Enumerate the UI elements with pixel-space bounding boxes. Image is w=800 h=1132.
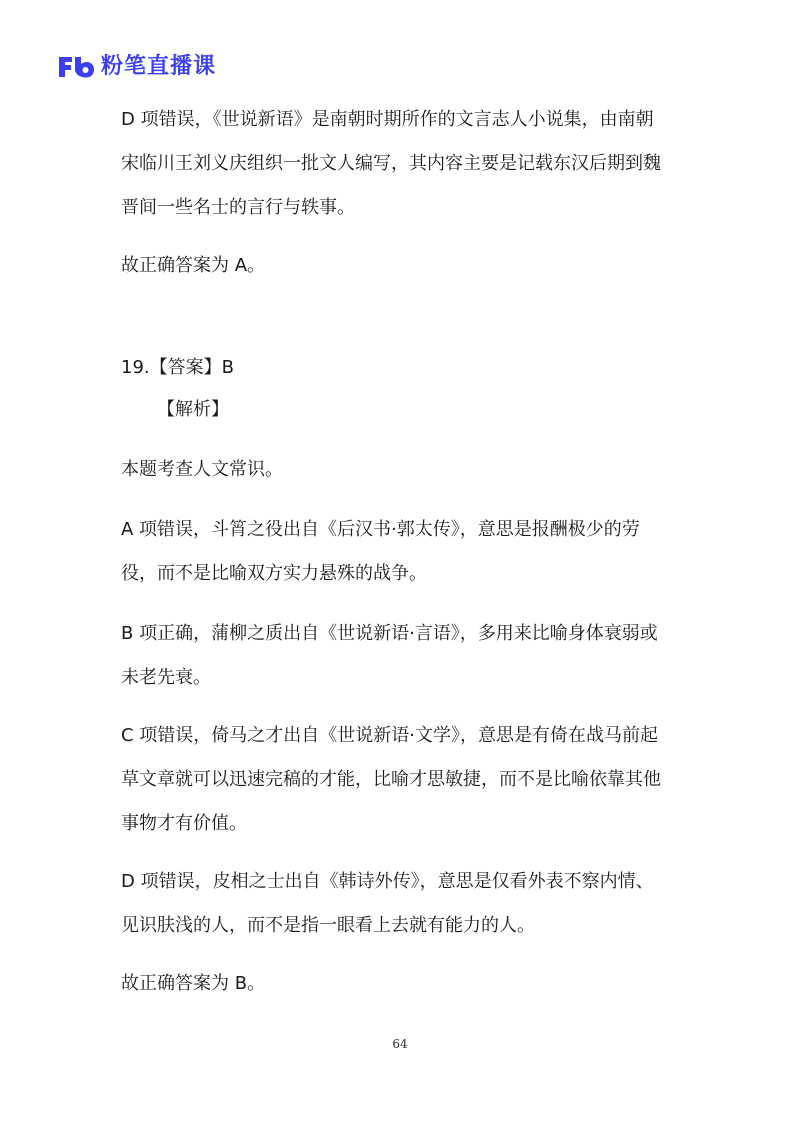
text-line: D 项错误，皮相之士出自《韩诗外传》，意思是仅看外表不察内情、 bbox=[121, 871, 654, 892]
text-line: 晋间一些名士的言行与轶事。 bbox=[121, 197, 355, 218]
brand-name: 粉笔直播课 bbox=[101, 54, 217, 79]
text-line: 故正确答案为 A。 bbox=[121, 255, 266, 276]
text-line: D 项错误，《世说新语》是南朝时期所作的文言志人小说集，由南朝 bbox=[121, 109, 654, 130]
answer-heading: 19.【答案】B bbox=[121, 357, 234, 378]
fb-logo-icon bbox=[57, 55, 95, 79]
text-line: 役，而不是比喻双方实力悬殊的战争。 bbox=[121, 563, 427, 584]
text-line: 本题考查人文常识。 bbox=[121, 459, 283, 480]
text-line: 事物才有价值。 bbox=[121, 813, 247, 834]
text-line: 见识肤浅的人，而不是指一眼看上去就有能力的人。 bbox=[121, 915, 535, 936]
text-line: C 项错误，倚马之才出自《世说新语·文学》，意思是有倚在战马前起 bbox=[121, 725, 659, 746]
brand-logo bbox=[57, 52, 216, 82]
text-line: 未老先衰。 bbox=[121, 667, 211, 688]
analysis-heading: 【解析】 bbox=[157, 399, 229, 420]
page-number: 64 bbox=[392, 1037, 408, 1051]
text-line: 宋临川王刘义庆组织一批文人编写，其内容主要是记载东汉后期到魏 bbox=[121, 153, 661, 174]
text-line: 草文章就可以迅速完稿的才能，比喻才思敏捷，而不是比喻依靠其他 bbox=[121, 769, 661, 790]
text-line: B 项正确，蒲柳之质出自《世说新语·言语》，多用来比喻身体衰弱或 bbox=[121, 623, 658, 644]
text-line: 故正确答案为 B。 bbox=[121, 973, 266, 994]
text-line: A 项错误，斗筲之役出自《后汉书·郭太传》，意思是报酬极少的劳 bbox=[121, 519, 640, 540]
